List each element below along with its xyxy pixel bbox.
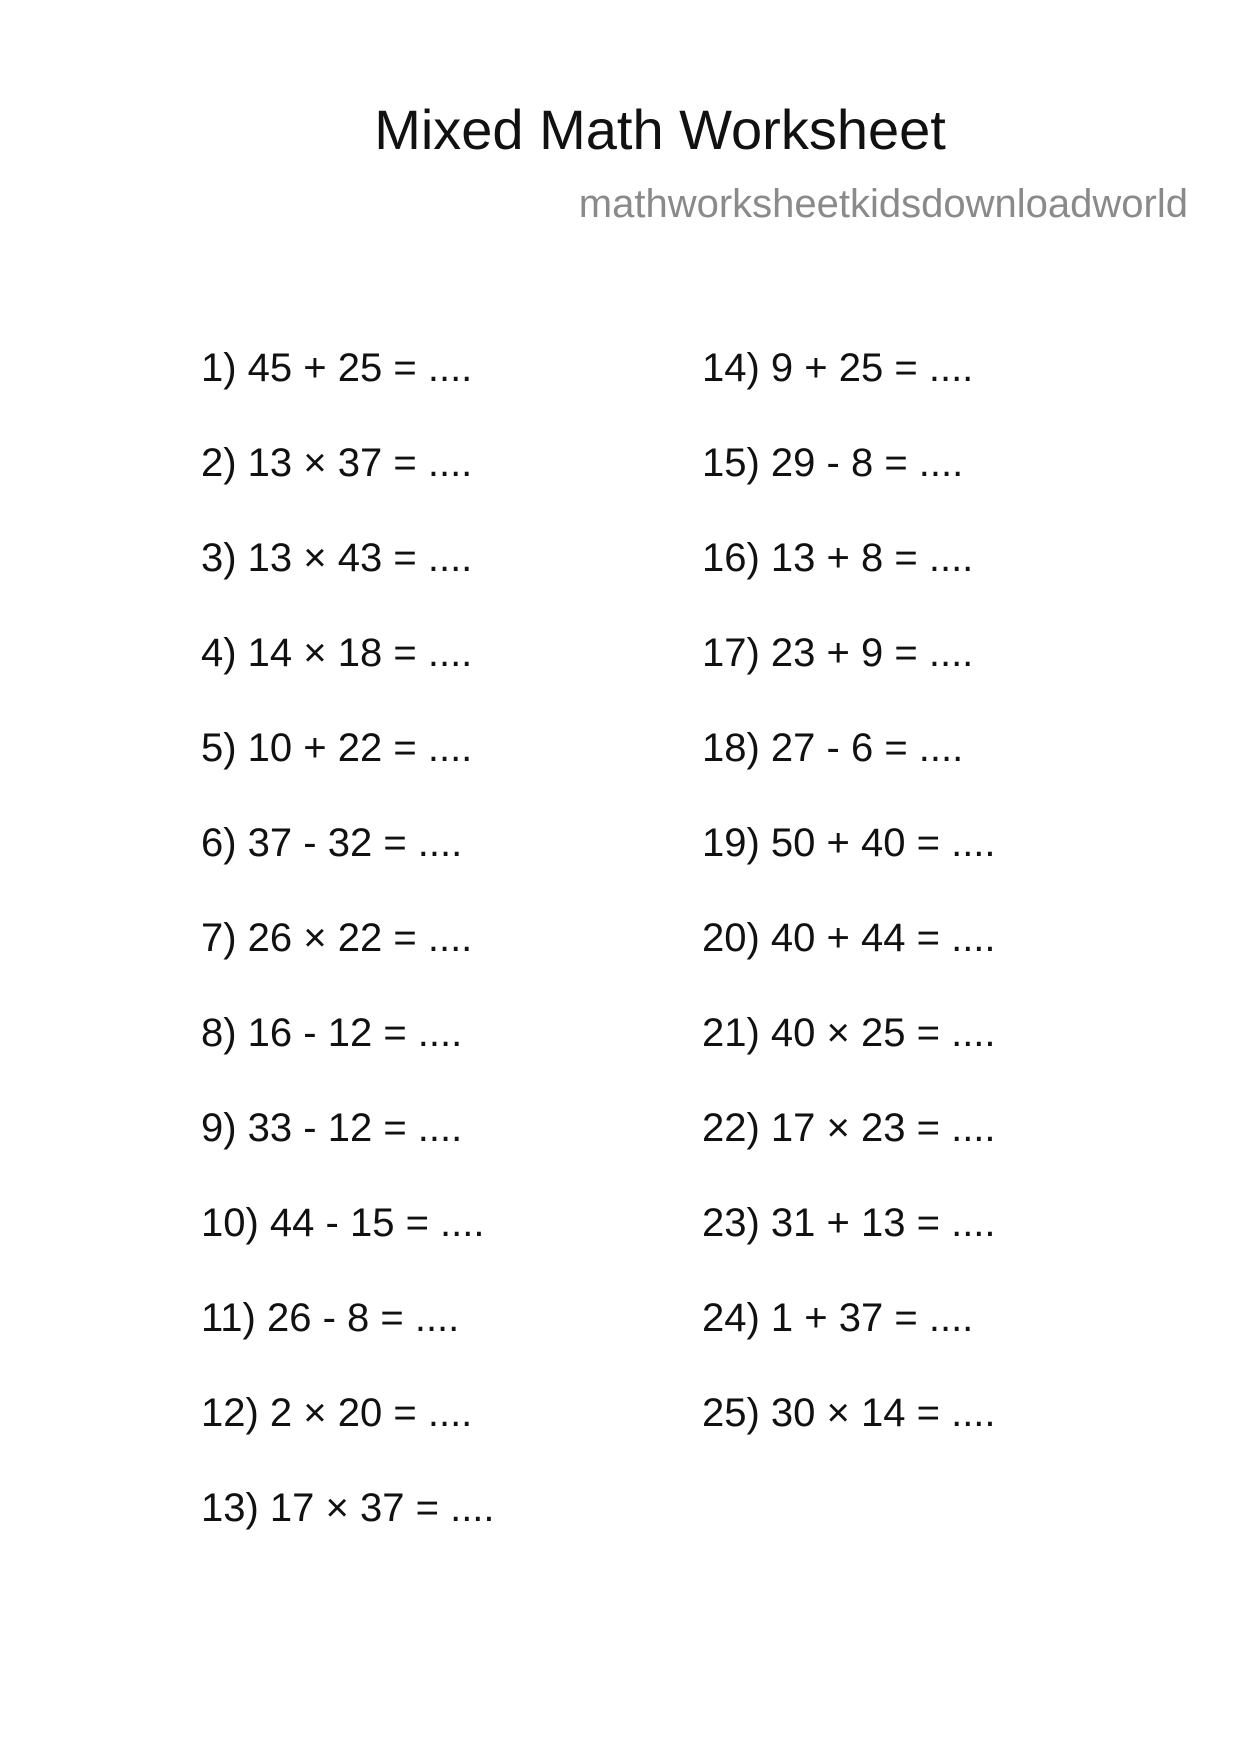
problem-2: 2) 13 × 37 = .... [201, 441, 473, 485]
problem-22: 22) 17 × 23 = .... [702, 1106, 996, 1150]
problem-18: 18) 27 - 6 = .... [702, 726, 964, 770]
problem-14: 14) 9 + 25 = .... [702, 346, 974, 390]
problem-12: 12) 2 × 20 = .... [201, 1391, 473, 1435]
problem-4: 4) 14 × 18 = .... [201, 631, 473, 675]
problem-5: 5) 10 + 22 = .... [201, 726, 473, 770]
problem-10: 10) 44 - 15 = .... [201, 1201, 485, 1245]
problem-11: 11) 26 - 8 = .... [201, 1296, 460, 1340]
problem-20: 20) 40 + 44 = .... [702, 916, 996, 960]
problem-21: 21) 40 × 25 = .... [702, 1011, 996, 1055]
problems-column-left [201, 348, 495, 1583]
problem-23: 23) 31 + 13 = .... [702, 1201, 996, 1245]
problem-15: 15) 29 - 8 = .... [702, 441, 964, 485]
problems-column-right [702, 348, 996, 1488]
problem-3: 3) 13 × 43 = .... [201, 536, 473, 580]
problem-1: 1) 45 + 25 = .... [201, 346, 473, 390]
problem-16: 16) 13 + 8 = .... [702, 536, 974, 580]
problem-7: 7) 26 × 22 = .... [201, 916, 473, 960]
problem-24: 24) 1 + 37 = .... [702, 1296, 974, 1340]
problem-8: 8) 16 - 12 = .... [201, 1011, 463, 1055]
problem-25: 25) 30 × 14 = .... [702, 1391, 996, 1435]
problem-13: 13) 17 × 37 = .... [201, 1486, 495, 1530]
problem-6: 6) 37 - 32 = .... [201, 821, 463, 865]
problem-17: 17) 23 + 9 = .... [702, 631, 974, 675]
problem-19: 19) 50 + 40 = .... [702, 821, 996, 865]
worksheet-title: Mixed Math Worksheet [374, 98, 946, 161]
worksheet-subtitle: mathworksheetkidsdownloadworld [578, 182, 1188, 226]
problem-9: 9) 33 - 12 = .... [201, 1106, 463, 1150]
